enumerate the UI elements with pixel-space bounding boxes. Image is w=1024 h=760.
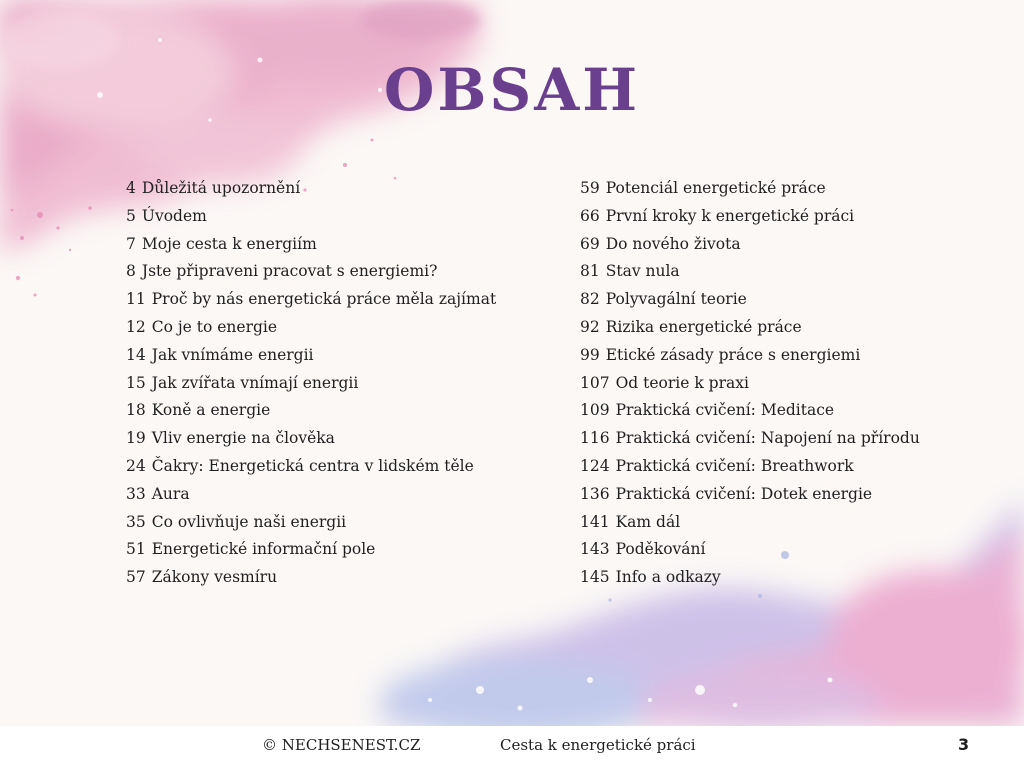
toc-label: Jak zvířata vnímají energii: [151, 373, 359, 392]
toc-item[interactable]: [580, 234, 920, 262]
toc-label: První kroky k energetické práci: [605, 206, 855, 225]
toc-item[interactable]: [126, 539, 496, 567]
toc-page-number: 143: [580, 540, 610, 559]
toc-page-number: 82: [580, 290, 600, 309]
toc-label: Jste připraveni pracovat s energiemi?: [141, 262, 438, 281]
toc-item[interactable]: [126, 512, 496, 540]
toc-label: Zákony vesmíru: [151, 568, 278, 587]
toc-label: Vliv energie na člověka: [151, 429, 335, 448]
toc-label: Od teorie k praxi: [615, 373, 749, 392]
toc-item[interactable]: [580, 345, 920, 373]
toc-label: Kam dál: [615, 512, 681, 531]
toc-item[interactable]: [580, 261, 920, 289]
toc-page-number: 18: [126, 401, 146, 420]
toc-item[interactable]: [580, 456, 920, 484]
toc-page-number: 136: [580, 484, 610, 503]
toc-page-number: 51: [126, 540, 146, 559]
toc-item[interactable]: [580, 289, 920, 317]
toc-page-number: 8: [126, 262, 136, 281]
toc-page-number: 59: [580, 179, 600, 197]
toc-label: Praktická cvičení: Dotek energie: [615, 484, 873, 503]
toc-page-number: 109: [580, 401, 610, 420]
toc-page-number: 145: [580, 568, 610, 587]
toc-page-number: 92: [580, 317, 600, 336]
toc-label: Proč by nás energetická práce měla zajímat: [151, 290, 497, 309]
toc-item[interactable]: [580, 539, 920, 567]
toc-item[interactable]: [580, 400, 920, 428]
footer-book-title: Cesta k energetické práci: [500, 736, 696, 754]
toc-page-number: 81: [580, 262, 600, 281]
toc-page-number: 4: [126, 179, 136, 197]
toc-label: Do nového života: [605, 234, 741, 253]
toc-page-number: 19: [126, 429, 146, 448]
toc-label: Potenciál energetické práce: [605, 179, 826, 197]
toc-label: Úvodem: [141, 206, 207, 225]
toc-item[interactable]: [580, 317, 920, 345]
toc-item[interactable]: [126, 484, 496, 512]
toc-column-right: [580, 178, 920, 595]
toc-page-number: 116: [580, 429, 610, 448]
toc-item[interactable]: [580, 512, 920, 540]
toc-item[interactable]: [126, 345, 496, 373]
toc-item[interactable]: [126, 178, 496, 206]
toc-page-number: 99: [580, 345, 600, 364]
toc-label: Praktická cvičení: Breathwork: [615, 456, 854, 475]
toc-item[interactable]: [580, 428, 920, 456]
toc-item[interactable]: [126, 373, 496, 401]
toc-item[interactable]: [126, 261, 496, 289]
toc-page-number: 57: [126, 568, 146, 587]
toc-item[interactable]: [126, 317, 496, 345]
toc-item[interactable]: [126, 428, 496, 456]
toc-label: Aura: [151, 484, 190, 503]
page-title: OBSAH: [383, 56, 641, 124]
toc-item[interactable]: [580, 373, 920, 401]
toc-page-number: 12: [126, 317, 146, 336]
toc-item[interactable]: [126, 206, 496, 234]
toc-label: Moje cesta k energiím: [141, 234, 317, 253]
toc-page-number: 141: [580, 512, 610, 531]
toc-page-number: 107: [580, 373, 610, 392]
toc-label: Info a odkazy: [615, 568, 721, 587]
toc-label: Koně a energie: [151, 401, 271, 420]
toc-page-number: 124: [580, 456, 610, 475]
toc-label: Čakry: Energetická centra v lidském těle: [151, 456, 474, 475]
toc-page-number: 66: [580, 206, 600, 225]
toc-label: Důležitá upozornění: [141, 179, 301, 197]
toc-item[interactable]: [580, 484, 920, 512]
toc-label: Jak vnímáme energii: [151, 345, 314, 364]
toc-item[interactable]: [126, 289, 496, 317]
toc-label: Praktická cvičení: Napojení na přírodu: [615, 429, 920, 448]
toc-label: Co ovlivňuje naši energii: [151, 512, 347, 531]
toc-label: Polyvagální teorie: [605, 290, 747, 309]
toc-item[interactable]: [126, 234, 496, 262]
toc-page-number: 35: [126, 512, 146, 531]
toc-column-left: [126, 178, 496, 595]
toc-label: Etické zásady práce s energiemi: [605, 345, 861, 364]
toc-page-number: 69: [580, 234, 600, 253]
toc-label: Stav nula: [605, 262, 680, 281]
toc-label: Poděkování: [615, 540, 706, 559]
toc-label: Energetické informační pole: [151, 540, 376, 559]
toc-item[interactable]: [580, 206, 920, 234]
footer-page-number: 3: [958, 735, 970, 754]
toc-item[interactable]: [580, 567, 920, 595]
toc-item[interactable]: [580, 178, 920, 206]
toc-page-number: 33: [126, 484, 146, 503]
toc-page-number: 7: [126, 234, 136, 253]
toc-label: Co je to energie: [151, 317, 278, 336]
toc-page-number: 11: [126, 290, 146, 309]
toc-item[interactable]: [126, 400, 496, 428]
toc-item[interactable]: [126, 456, 496, 484]
toc-page-number: 24: [126, 456, 146, 475]
toc-label: Rizika energetické práce: [605, 317, 802, 336]
toc-page-number: 15: [126, 373, 146, 392]
toc-page-number: 14: [126, 345, 146, 364]
toc-page-number: 5: [126, 206, 136, 225]
toc-item[interactable]: [126, 567, 496, 595]
toc-label: Praktická cvičení: Meditace: [615, 401, 835, 420]
footer-copyright: © NECHSENEST.CZ: [262, 736, 421, 754]
